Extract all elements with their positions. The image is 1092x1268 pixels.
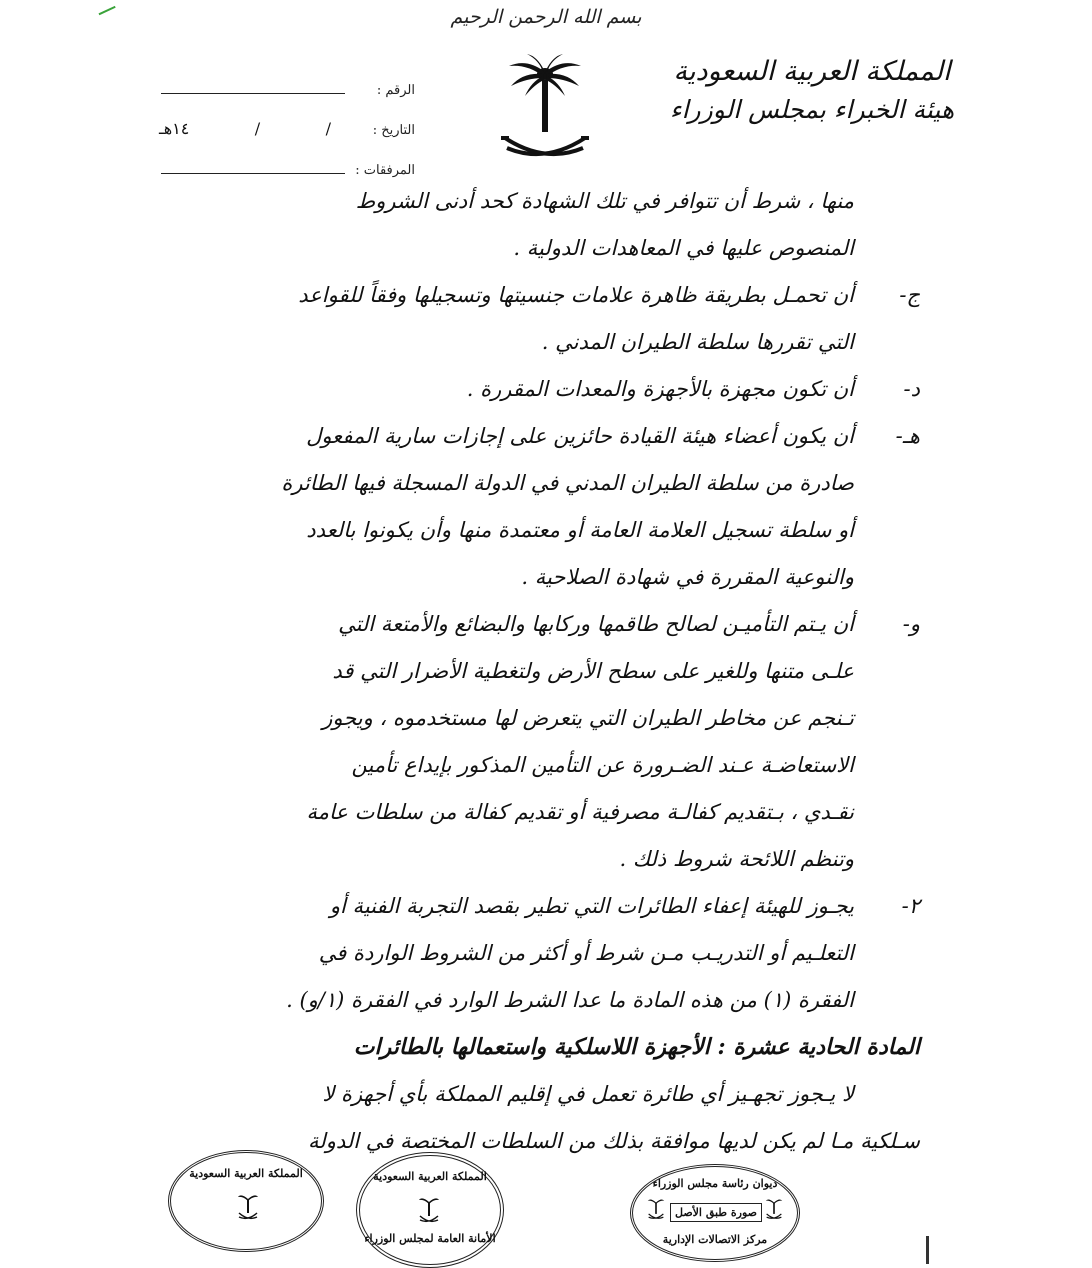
text-line: صادرة من سلطة الطيران المدني في الدولة المسجلة فيها الطائرة [281, 471, 854, 495]
article-paragraph [160, 1071, 920, 1118]
clause-two [160, 883, 920, 1024]
article-heading: المادة الحادية عشرة : الأجهزة اللاسلكية واستعمالها بالطائرات [353, 1034, 920, 1060]
text-line: سـلكية مـا لم يكن لديها موافقة بذلك من السلطات المختصة في الدولة [308, 1129, 920, 1153]
text-line: أن تكون مجهزة بالأجهزة والمعدات المقررة . [466, 377, 854, 401]
clause-marker: ٢- [901, 894, 920, 918]
palm-swords-emblem-icon [497, 52, 593, 172]
clause-marker: د- [903, 377, 920, 401]
reference-block [155, 58, 415, 178]
date-suffix: ١٤هـ [159, 119, 190, 138]
stamp-text: المملكة العربية السعودية [373, 1170, 487, 1183]
text-line: الاستعاضـة عـند الضـرورة عن التأمين المذكور بإيداع تأمين [351, 753, 854, 777]
stamp-middle [356, 1152, 504, 1268]
text-line: التعلـيم أو التدريـب مـن شرط أو أكثر من الشروط الواردة في [318, 941, 854, 965]
attachments-label: المرفقات : [355, 163, 415, 178]
text-line: لا يـجوز تجهـيز أي طائرة تعمل في إقليم المملكة بأي أجهزة لا [322, 1082, 854, 1106]
date-row [155, 98, 415, 138]
stamp-text: مركز الاتصالات الإدارية [662, 1233, 768, 1246]
letterhead-title [662, 56, 962, 124]
attachments-line [161, 172, 345, 174]
text-line: أن يكون أعضاء هيئة القيادة حائزين على إجازات سارية المفعول [306, 424, 854, 448]
clause-marker: و- [902, 612, 920, 636]
stamp-text: المملكة العربية السعودية [189, 1167, 303, 1180]
clause-text [160, 601, 854, 883]
text-line: يجـوز للهيئة إعفاء الطائرات التي تطير بقصد التجربة الفنية أو [329, 894, 854, 918]
kingdom-name: المملكة العربية السعودية [673, 56, 951, 87]
date-value [155, 119, 345, 138]
stamp-right [630, 1164, 800, 1262]
clause-marker: هـ- [895, 424, 920, 448]
date-separator: / [254, 119, 261, 138]
text-line: وتنظم اللائحة شروط ذلك . [619, 847, 854, 871]
text-line: والنوعية المقررة في شهادة الصلاحية . [521, 565, 854, 589]
clause-ha [160, 413, 920, 601]
palm-emblem-icon [647, 1197, 665, 1221]
clause-text [160, 413, 854, 601]
text-line: التي تقررها سلطة الطيران المدني . [541, 330, 854, 354]
text-line: أن يـتم التأميـن لصالح طاقمها وركابها والبضائع والأمتعة التي [338, 612, 854, 636]
clause-jeem [160, 272, 920, 366]
paragraph-continuation [160, 178, 920, 272]
authority-name: هيئة الخبراء بمجلس الوزراء [669, 95, 955, 124]
text-line: تـنجم عن مخاطر الطيران التي يتعرض لها مستخدموه ، ويجوز [322, 706, 854, 730]
text-line: أو سلطة تسجيل العلامة العامة أو معتمدة منها وأن يكونوا بالعدد [306, 518, 854, 542]
text-line: الفقرة (١) من هذه المادة ما عدا الشرط الوارد في الفقرة (١/و) . [286, 988, 854, 1012]
clause-dal [160, 366, 920, 413]
reference-line [161, 92, 345, 94]
attachments-row [155, 138, 415, 178]
text-line: أن تحمـل بطريقة ظاهرة علامات جنسيتها وتسجيلها وفقاً للقواعد [298, 283, 854, 307]
clause-waw [160, 601, 920, 883]
text-line: علـى متنها وللغير على سطح الأرض ولتغطية الأضرار التي قد [332, 659, 854, 683]
clause-marker: ج- [899, 283, 920, 307]
stamp-text: صورة طبق الأصل [670, 1203, 762, 1222]
clause-text [160, 883, 854, 1024]
palm-emblem-icon [765, 1197, 783, 1221]
stamp-left [168, 1150, 324, 1252]
stamp-text: الأمانة العامة لمجلس الوزراء [364, 1232, 496, 1245]
basmala: بسم الله الرحمن الرحيم [450, 6, 642, 28]
clause-text [160, 366, 854, 413]
reference-row [155, 58, 415, 98]
palm-emblem-icon [418, 1196, 440, 1224]
stamp-text: ديوان رئاسة مجلس الوزراء [652, 1177, 778, 1190]
date-label: التاريخ : [372, 123, 415, 138]
date-separator: / [325, 119, 331, 138]
reference-label: الرقم : [376, 83, 415, 98]
document-body [160, 178, 920, 1165]
page-edge-mark [926, 1236, 929, 1264]
text-line: نقـدي ، بـتقديم كفالـة مصرفية أو تقديم كفالة من سلطات عامة [306, 800, 854, 824]
text-line: منها ، شرط أن تتوافر في تلك الشهادة كحد أدنى الشروط [355, 189, 854, 213]
clause-text [160, 272, 854, 366]
text-line: المنصوص عليها في المعاهدات الدولية . [513, 236, 854, 260]
palm-emblem-icon [237, 1193, 259, 1221]
